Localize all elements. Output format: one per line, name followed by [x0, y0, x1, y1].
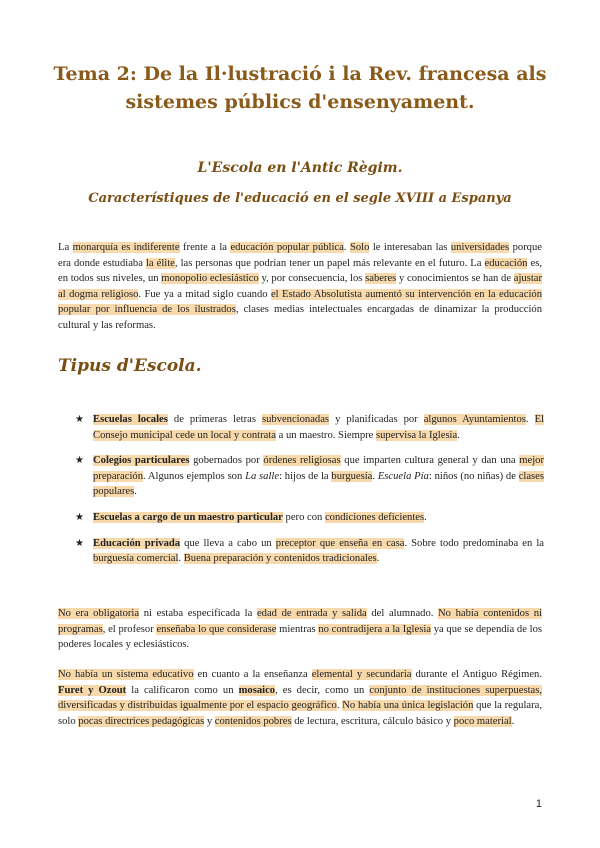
list-item: ★ Escuelas locales de primeras letras subvencionadas y planificadas por algunos Ayuntamientos. El Consejo municipal cede un local y contrata a un maestro. Siempre supervisa la Iglesia. — [75, 414, 544, 441]
paragraph-system: No había un sistema educativo en cuanto a la enseñanza elemental y secundaria durante el Antiguo Régimen. Furet y Ozout la calificaron como un mosaico, es decir, como un conjunto de instituciones superpuestas, diversificadas y distribuidas igualmente por el espacio geográfico. No había una única legislación que la regulara, solo pocas directrices pedagógicas y contenidos pobres de lectura, escritura, cálculo básico y poco material. — [58, 669, 543, 727]
intro-paragraph: La monarquía es indiferente frente a la educación popular pública. Solo le interesaban las universidades porque era donde estudiaba la élite, las personas que podrían tener un papel más relevante en el futuro. La educación es, en todos sus niveles, un monopolio eclesiástico y, por consecuencia, los saberes y conocimientos se han de ajustar al dogma religioso. Fue ya a mitad siglo cuando el Estado Absolutista aumentó su intervención en la educación popular por influencia de los ilustrados, clases medias intelectuales encargadas de dinamizar la producción cultural y las reformas. — [58, 242, 542, 331]
school-types-list — [58, 412, 544, 577]
list-item: ★ Educación privada que lleva a cabo un preceptor que enseña en casa. Sobre todo predominaba en la burguesía comercial. Buena preparación y contenidos tradicionales. — [75, 537, 544, 565]
list-item: ★ Colegios particulares gobernados por órdenes religiosas que imparten cultura general y dan una mejor preparación. Algunos ejemplos son La salle: hijos de la burguesía. Escuela Pía: niños (no niñas) de clases populares. — [75, 455, 545, 498]
page-title: Tema 2: De la Il·lustració i la Rev. francesa als sistemes públics d'ensenyament. — [53, 63, 547, 113]
star-icon: ★ — [75, 511, 84, 523]
paragraph-obligation: No era obligatoria ni estaba especificada la edad de entrada y salida del alumnado. No había contenidos ni programas, el profesor enseñaba lo que considerase mientras no contradijera a la Iglesia ya que se dependía de los poderes locales y eclesiásticos. — [58, 608, 542, 651]
star-icon: ★ — [75, 455, 84, 467]
types-heading: Tipus d'Escola. — [58, 356, 202, 376]
section-subtitle-2: Característiques de l'educació en el segle XVIII a Espanya — [88, 191, 512, 206]
section-subtitle: L'Escola en l'Antic Règim. — [197, 160, 403, 176]
list-item: ★ Escuelas a cargo de un maestro particular pero con condiciones deficientes. — [58, 510, 544, 526]
star-icon: ★ — [75, 414, 84, 425]
star-icon: ★ — [75, 537, 84, 549]
page-number: 1 — [535, 798, 542, 810]
